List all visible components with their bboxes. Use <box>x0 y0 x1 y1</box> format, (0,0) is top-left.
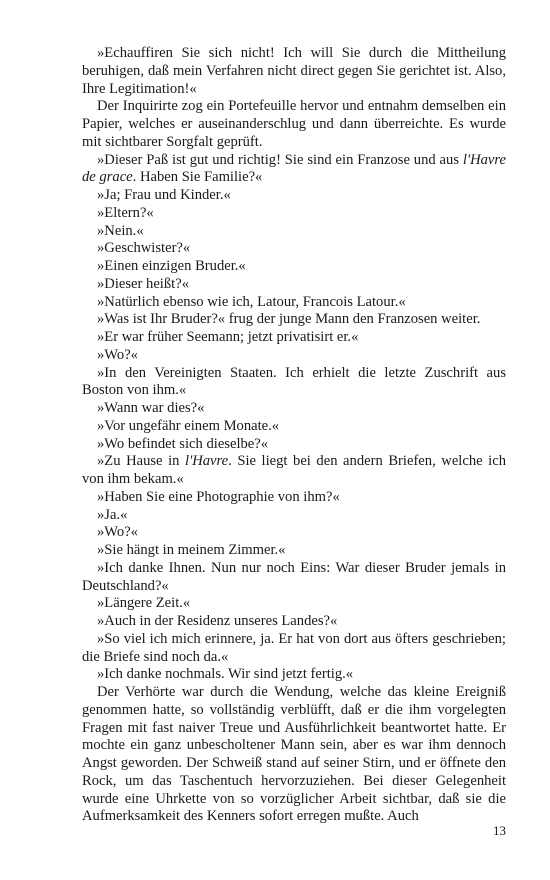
text-run: »Er war früher Seemann; jetzt privatisirt er.« <box>97 329 359 345</box>
paragraph <box>82 542 506 560</box>
paragraph <box>82 187 506 205</box>
text-run: Der Inquirirte zog ein Portefeuille hervor und entnahm demselben ein Papier, welches er auseinanderschlug und dann überreichte. Es wurde mit sichtbarer Sorgfalt geprüft. <box>82 98 506 150</box>
text-run: »Längere Zeit.« <box>97 595 191 612</box>
text-run: »Ich danke Ihnen. Nun nur noch Eins: War dieser Bruder jemals in Deutschland?« <box>82 559 506 594</box>
text-run: »Natürlich ebenso wie ich, Latour, Francois Latour.« <box>97 293 406 310</box>
paragraph <box>82 329 506 347</box>
paragraph <box>82 524 506 542</box>
text-run: »Ja.« <box>97 506 128 523</box>
text-run: »Auch in der Residenz unseres Landes?« <box>97 613 338 629</box>
text-run: »Ich danke nochmals. Wir sind jetzt fertig.« <box>97 666 354 683</box>
text-run: »Wo?« <box>97 346 138 363</box>
paragraph <box>82 436 506 454</box>
text-run: Der Verhörte war durch die Wendung, welche das kleine Ereigniß genommen hatte, so vollständig verblüfft, daß er die ihm vorgelegten Fragen mit fast naiver Treue und Ausführlichkeit beantwortet hatte. Er mochte ein ganz unbescholtener Mann sein, aber es war ihm dennoch Angst geworden. Der Schweiß stand auf seiner Stirn, und er öffnete den Rock, um das Taschentuch hervorzuziehen. Bei dieser Gelegenheit wurde eine Uhrkette von so vorzüglicher Arbeit sichtbar, daß sie die Aufmerksamkeit des Kenners sofort erregen mußte. Auch <box>82 684 506 825</box>
paragraph <box>82 347 506 365</box>
page-number: 13 <box>493 823 506 838</box>
paragraph <box>82 631 506 667</box>
text-run: »So viel ich mich erinnere, ja. Er hat von dort aus öfters geschrieben; die Briefe sind noch da.« <box>82 630 506 665</box>
text-run: »Haben Sie eine Photographie von ihm?« <box>97 488 340 505</box>
text-run: »Nein.« <box>97 222 144 239</box>
paragraph <box>82 294 506 312</box>
text-run: . Haben Sie Familie?« <box>132 169 263 186</box>
text-run: »Echauffiren Sie sich nicht! Ich will Sie durch die Mittheilung beruhigen, daß mein Verfahren nicht direct gegen Sie gerichtet ist. Also, Ihre Legitimation!« <box>82 45 506 97</box>
text-run: »Wann war dies?« <box>97 400 205 416</box>
italic-text: l'Havre de grace <box>82 151 506 186</box>
paragraph <box>82 45 506 98</box>
paragraph <box>82 258 506 276</box>
text-run: »In den Vereinigten Staaten. Ich erhielt die letzte Zuschrift aus Boston von ihm.« <box>82 364 506 399</box>
text-run: »Ja; Frau und Kinder.« <box>97 187 231 203</box>
text-run: »Vor ungefähr einem Monate.« <box>97 417 280 434</box>
paragraph <box>82 613 506 631</box>
paragraph <box>82 684 506 826</box>
paragraph <box>82 666 506 684</box>
paragraph <box>82 400 506 418</box>
text-run: »Was ist Ihr Bruder?« frug der junge Mann den Franzosen weiter. <box>97 311 481 328</box>
paragraph <box>82 489 506 507</box>
paragraph <box>82 240 506 258</box>
paragraph <box>82 418 506 436</box>
text-run: »Sie hängt in meinem Zimmer.« <box>97 542 286 558</box>
text-run: »Dieser Paß ist gut und richtig! Sie sind ein Franzose und aus <box>97 151 463 168</box>
text-run: »Wo?« <box>97 524 138 541</box>
text-run: »Wo befindet sich dieselbe?« <box>97 435 269 452</box>
paragraph <box>82 365 506 401</box>
paragraph <box>82 507 506 525</box>
italic-text: l'Havre <box>185 453 229 470</box>
text-run: »Zu Hause in <box>97 453 186 470</box>
text-run: »Einen einzigen Bruder.« <box>97 258 246 274</box>
paragraph <box>82 152 506 188</box>
paragraph <box>82 205 506 223</box>
text-run: »Eltern?« <box>97 204 154 221</box>
paragraph <box>82 98 506 151</box>
paragraph <box>82 595 506 613</box>
paragraph <box>82 560 506 596</box>
paragraph <box>82 276 506 294</box>
paragraph <box>82 223 506 241</box>
paragraph <box>82 453 506 489</box>
text-run: »Dieser heißt?« <box>97 275 189 292</box>
paragraph <box>82 311 506 329</box>
text-run: . Sie liegt bei den andern Briefen, welche ich von ihm bekam.« <box>82 453 506 487</box>
body-text <box>82 45 506 826</box>
text-run: »Geschwister?« <box>97 240 191 257</box>
